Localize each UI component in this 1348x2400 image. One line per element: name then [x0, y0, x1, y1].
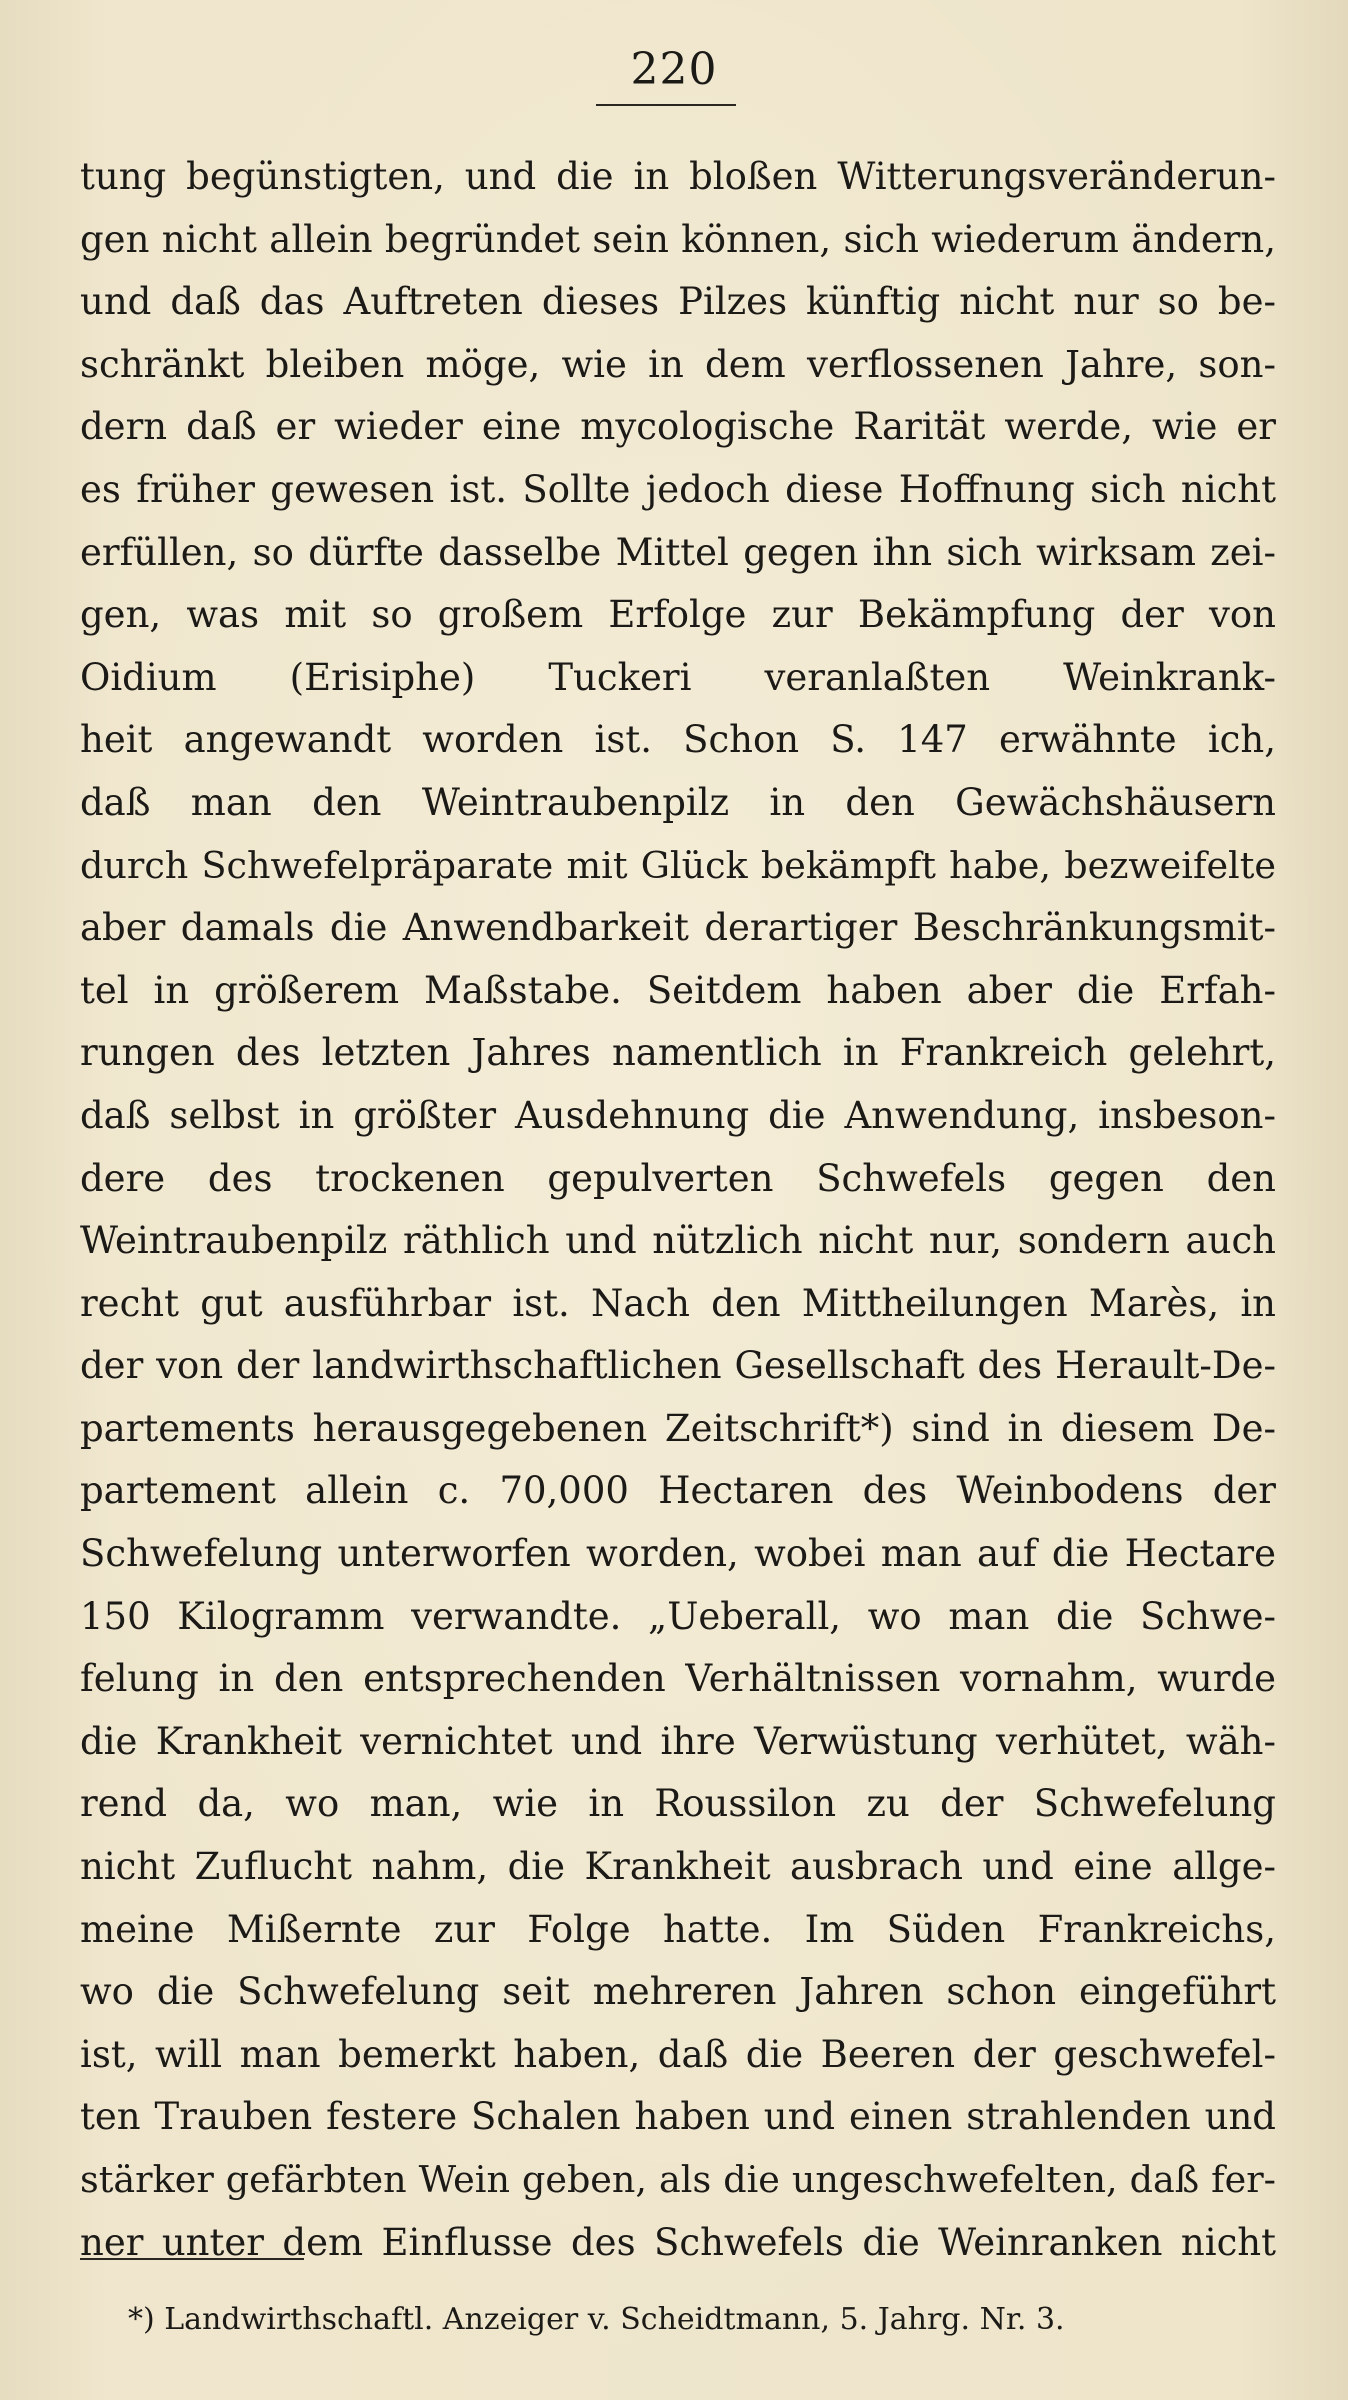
text-line: schränkt bleiben möge, wie in dem verflossenen Jahre, son-	[80, 342, 1276, 386]
footnote: *) Landwirthschaftl. Anzeiger v. Scheidtmann, 5. Jahrg. Nr. 3.	[128, 2302, 1065, 2337]
text-line: Schwefelung unterworfen worden, wobei man auf die Hectare	[80, 1532, 1276, 1576]
text-line: dere des trockenen gepulverten Schwefels gegen den	[80, 1156, 1276, 1200]
text-line: durch Schwefelpräparate mit Glück bekämpft habe, bezweifelte	[80, 843, 1276, 887]
text-line: ten Trauben festere Schalen haben und einen strahlenden und	[80, 2095, 1276, 2139]
text-line: dern daß er wieder eine mycologische Rarität werde, wie er	[80, 405, 1276, 449]
text-line: felung in den entsprechenden Verhältnissen vornahm, wurde	[80, 1657, 1276, 1701]
footnote-rule	[80, 2258, 304, 2260]
text-line: nicht Zuflucht nahm, die Krankheit ausbrach und eine allge-	[80, 1845, 1276, 1889]
body-text	[80, 146, 1276, 2274]
text-line: gen, was mit so großem Erfolge zur Bekämpfung der von	[80, 593, 1276, 637]
text-line: meine Mißernte zur Folge hatte. Im Süden Frankreichs,	[80, 1907, 1276, 1951]
text-line: daß man den Weintraubenpilz in den Gewächshäusern	[80, 780, 1276, 824]
text-line: recht gut ausführbar ist. Nach den Mittheilungen Marès, in	[80, 1281, 1276, 1325]
text-line: und daß das Auftreten dieses Pilzes künftig nicht nur so be-	[80, 280, 1276, 324]
text-line: aber damals die Anwendbarkeit derartiger Beschränkungsmit-	[80, 906, 1276, 950]
text-line: Weintraubenpilz räthlich und nützlich nicht nur, sondern auch	[80, 1219, 1276, 1263]
text-line: rungen des letzten Jahres namentlich in Frankreich gelehrt,	[80, 1031, 1276, 1075]
text-line: daß selbst in größter Ausdehnung die Anwendung, insbeson-	[80, 1093, 1276, 1137]
text-line: wo die Schwefelung seit mehreren Jahren schon eingeführt	[80, 1970, 1276, 2014]
text-line: ist, will man bemerkt haben, daß die Beeren der geschwefel-	[80, 2032, 1276, 2076]
text-line: Oidium (Erisiphe) Tuckeri veranlaßten Weinkrank-	[80, 655, 1276, 699]
text-line: gen nicht allein begründet sein können, sich wiederum ändern,	[80, 217, 1276, 261]
text-line: die Krankheit vernichtet und ihre Verwüstung verhütet, wäh-	[80, 1719, 1276, 1763]
text-line: tel in größerem Maßstabe. Seitdem haben aber die Erfah-	[80, 968, 1276, 1012]
text-line: der von der landwirthschaftlichen Gesellschaft des Herault-De-	[80, 1344, 1276, 1388]
text-line: erfüllen, so dürfte dasselbe Mittel gegen ihn sich wirksam zei-	[80, 530, 1276, 574]
text-line: rend da, wo man, wie in Roussilon zu der Schwefelung	[80, 1782, 1276, 1826]
text-line: ner unter dem Einflusse des Schwefels die Weinranken nicht	[80, 2220, 1276, 2264]
text-line: heit angewandt worden ist. Schon S. 147 erwähnte ich,	[80, 718, 1276, 762]
text-line: tung begünstigten, und die in bloßen Witterungsveränderun-	[80, 155, 1276, 198]
page-number: 220	[630, 44, 718, 95]
text-line: partements herausgegebenen Zeitschrift*) sind in diesem De-	[80, 1406, 1276, 1450]
text-line: stärker gefärbten Wein geben, als die ungeschwefelten, daß fer-	[80, 2158, 1276, 2201]
text-line: es früher gewesen ist. Sollte jedoch diese Hoffnung sich nicht	[80, 467, 1276, 511]
text-line: 150 Kilogramm verwandte. „Ueberall, wo man die Schwe-	[80, 1594, 1276, 1638]
text-line: partement allein c. 70,000 Hectaren des Weinbodens der	[80, 1469, 1276, 1513]
header-rule	[596, 104, 736, 106]
